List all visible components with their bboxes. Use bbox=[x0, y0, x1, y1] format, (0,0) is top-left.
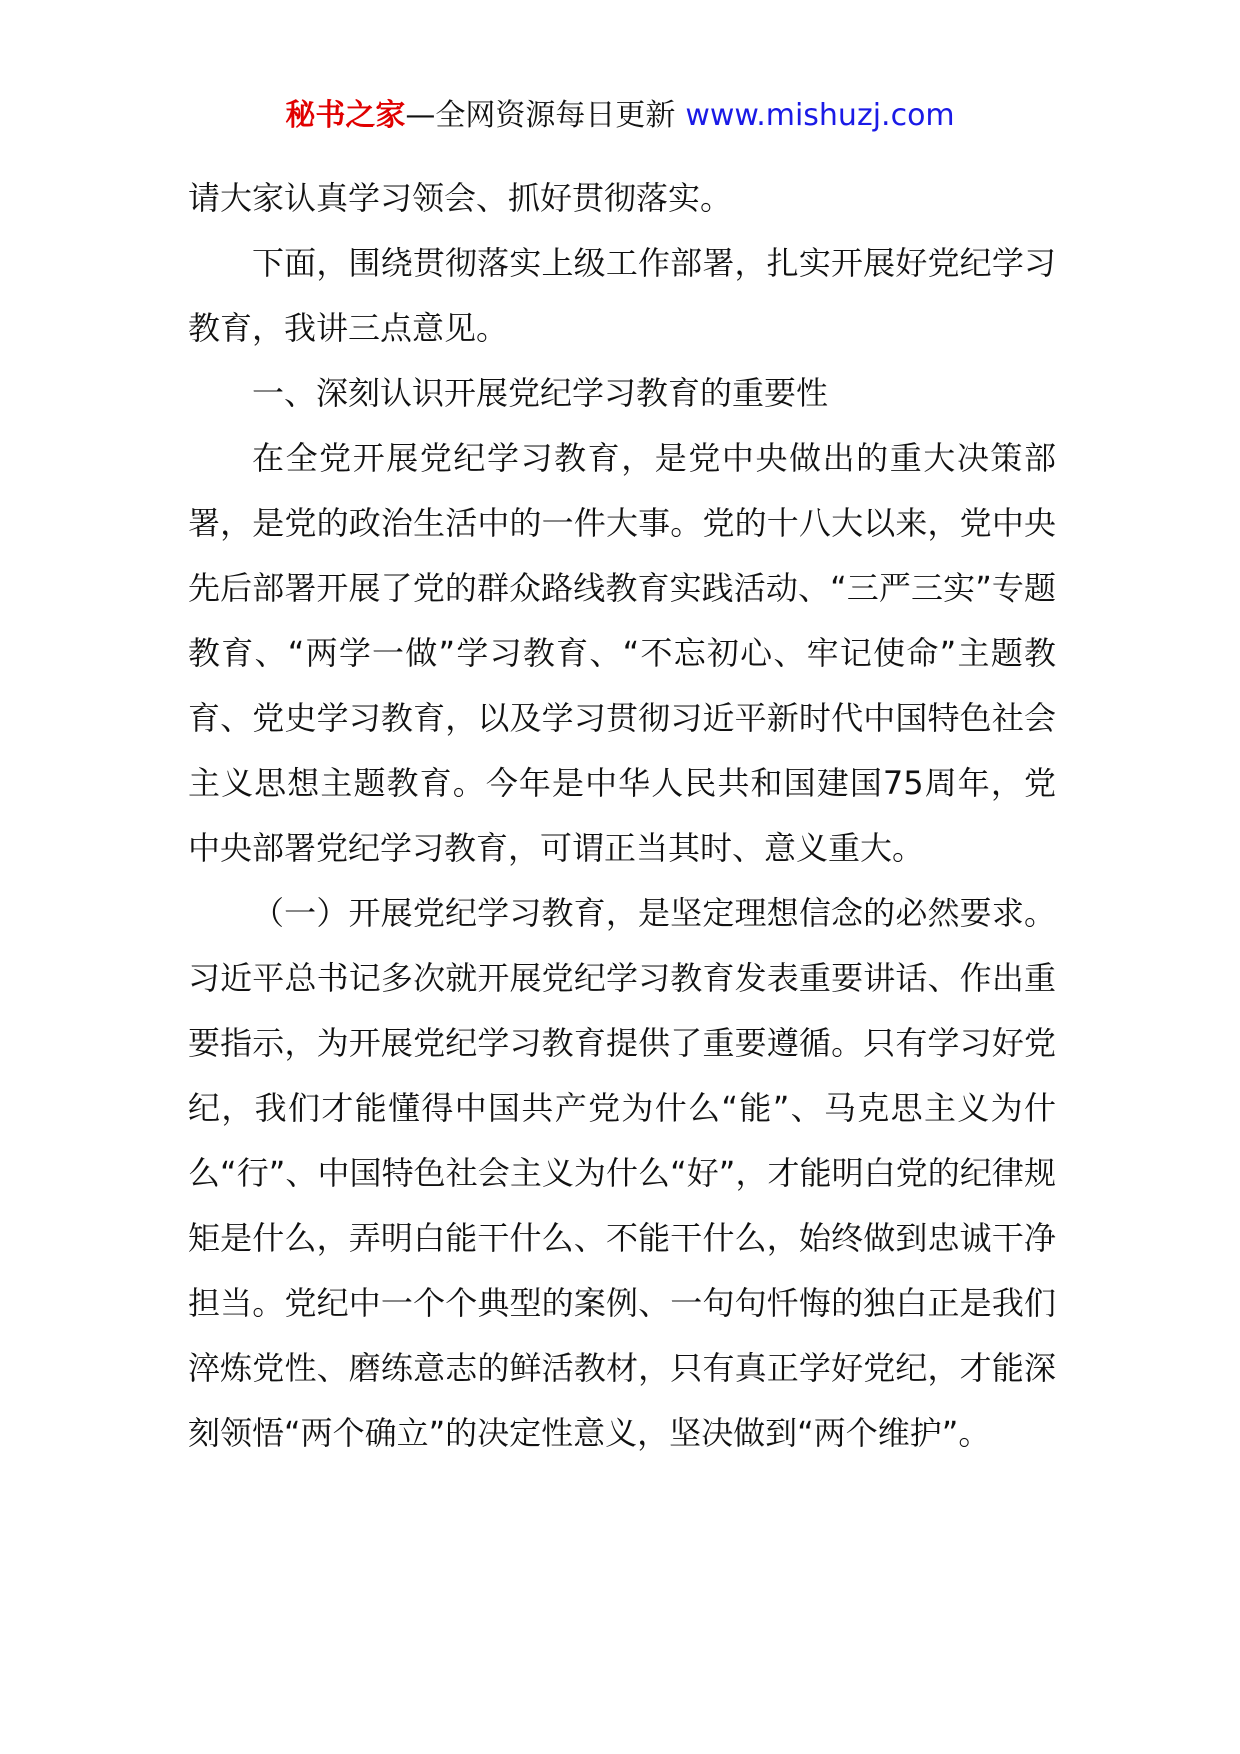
paragraph-point-1: （一）开展党纪学习教育，是坚定理想信念的必然要求。习近平总书记多次就开展党纪学习教育发表重要讲话、作出重要指示，为开展党纪学习教育提供了重要遵循。只有学习好党纪，我们才能懂得中国共产党为什么“能”、马克思主义为什么“行”、中国特色社会主义为什么“好”，才能明白党的纪律规矩是什么，弄明白能干什么、不能干什么，始终做到忠诚干净担当。党纪中一个个典型的案例、一句句忏悔的独白正是我们淬炼党性、磨练意志的鲜活教材，只有真正学好党纪，才能深刻领悟“两个确立”的决定性意义，坚决做到“两个维护”。 bbox=[188, 894, 1056, 1452]
paragraph-intro: 下面，围绕贯彻落实上级工作部署，扎实开展好党纪学习教育，我讲三点意见。 bbox=[188, 244, 1056, 347]
section-heading-1: 一、深刻认识开展党纪学习教育的重要性 bbox=[252, 374, 829, 412]
paragraph-background: 在全党开展党纪学习教育，是党中央做出的重大决策部署，是党的政治生活中的一件大事。党的十八大以来，党中央先后部署开展了党的群众路线教育实践活动、“三严三实”专题教育、“两学一做”学习教育、“不忘初心、牢记使命”主题教育、党史学习教育，以及学习贯彻习近平新时代中国特色社会主义思想主题教育。今年是中华人民共和国建国75周年，党中央部署党纪学习教育，可谓正当其时、意义重大。 bbox=[188, 439, 1056, 867]
site-tagline: —全网资源每日更新 bbox=[405, 98, 676, 133]
site-header bbox=[0, 96, 1240, 136]
document-body bbox=[188, 166, 1056, 1466]
site-brand: 秘书之家 bbox=[285, 98, 406, 133]
paragraph-closing-remark: 请大家认真学习领会、抓好贯彻落实。 bbox=[188, 179, 733, 217]
site-url-link[interactable]: www.mishuzj.com bbox=[685, 98, 955, 133]
